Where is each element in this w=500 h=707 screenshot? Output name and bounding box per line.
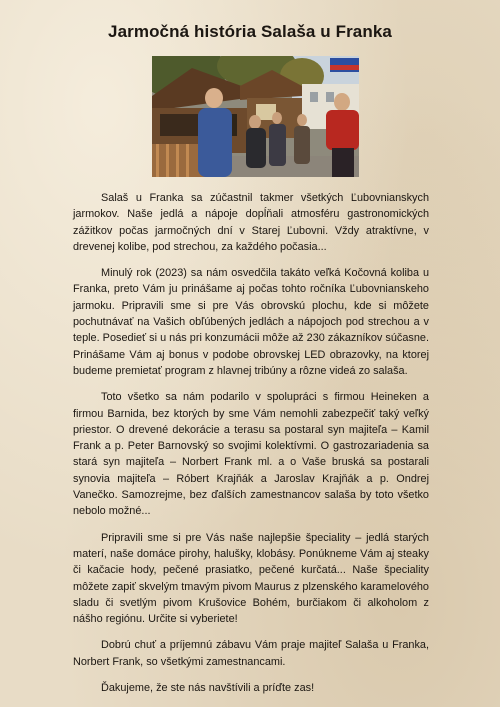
paragraph-2: Minulý rok (2023) sa nám osvedčila takáto veľká Kočovná koliba u Franka, preto Vám ju prinášame aj počas tohto ročníka Ľubovnianskeho jarmoku. Pripravili sme si pre Vás obrovskú plochu, kde si môžete pochutnávať na Vašich obľúbených jedlách a nápojoch pod strechou a v teple. Posedieť si u nás pri konzumácii môže až 230 zákazníkov súčasne. Prinášame Vám aj bonus v podobe obrovskej LED obrazovky, na ktorej budeme premietať program z hlavnej tribúny a rôzne videá zo salaša. <box>73 267 429 377</box>
paragraph-1: Salaš u Franka sa zúčastnil takmer všetkých Ľubovnianskych jarmokov. Naše jedlá a nápoje dopĺňali atmosféru gastronomických zážitkov počas jarmočných dní v Starej Ľubovni. Vždy atraktívne, v drevenej kolibe, pod strechou, za každého počasia... <box>73 192 429 253</box>
paragraph-6: Ďakujeme, že ste nás navštívili a príďte zas! <box>101 682 315 695</box>
paragraph-3: Toto všetko sa nám podarilo v spolupráci s firmou Heineken a firmou Barnida, bez ktorých by sme Vám nemohli zabezpečiť taký veľký priestor. O drevené dekorácie a terasu sa postaral syn majiteľa – Kamil Frank a p. Peter Barnovský so svojimi kolektívmi. O gastrozariadenia sa stará syn majiteľa – Norbert Frank ml. a o Vaše bruská sa postarali synovia majiteľa – Róbert Krajňák a Jaroslav Krajňák a p. Ondrej Vanečko. Samozrejme, bez ďalších zamestnancov salaša by toto všetko nebolo možné... <box>73 391 429 518</box>
paragraph-4: Pripravili sme si pre Vás naše najlepšie špeciality – jedlá starých materí, naše domáce pirohy, halušky, klobásy. Ponúkneme Vám aj steaky či kačacie hody, pečené prasiatko, pečené kurčatá... Naše špeciality môžete zapiť skvelým tmavým pivom Maurus z plzenského karamelového sladu či svetlým pivom Krušovice Bohém, burčiakom či alkoholom z nášho regiónu. Určite si vyberiete! <box>73 531 429 626</box>
document-body <box>73 190 429 706</box>
page-title: Jarmočná história Salaša u Franka <box>108 22 392 41</box>
jarmok-photo <box>152 56 359 177</box>
paragraph-5: Dobrú chuť a príjemnú zábavu Vám praje majiteľ Salaša u Franka, Norbert Frank, so všetkými zamestnancami. <box>73 639 429 668</box>
